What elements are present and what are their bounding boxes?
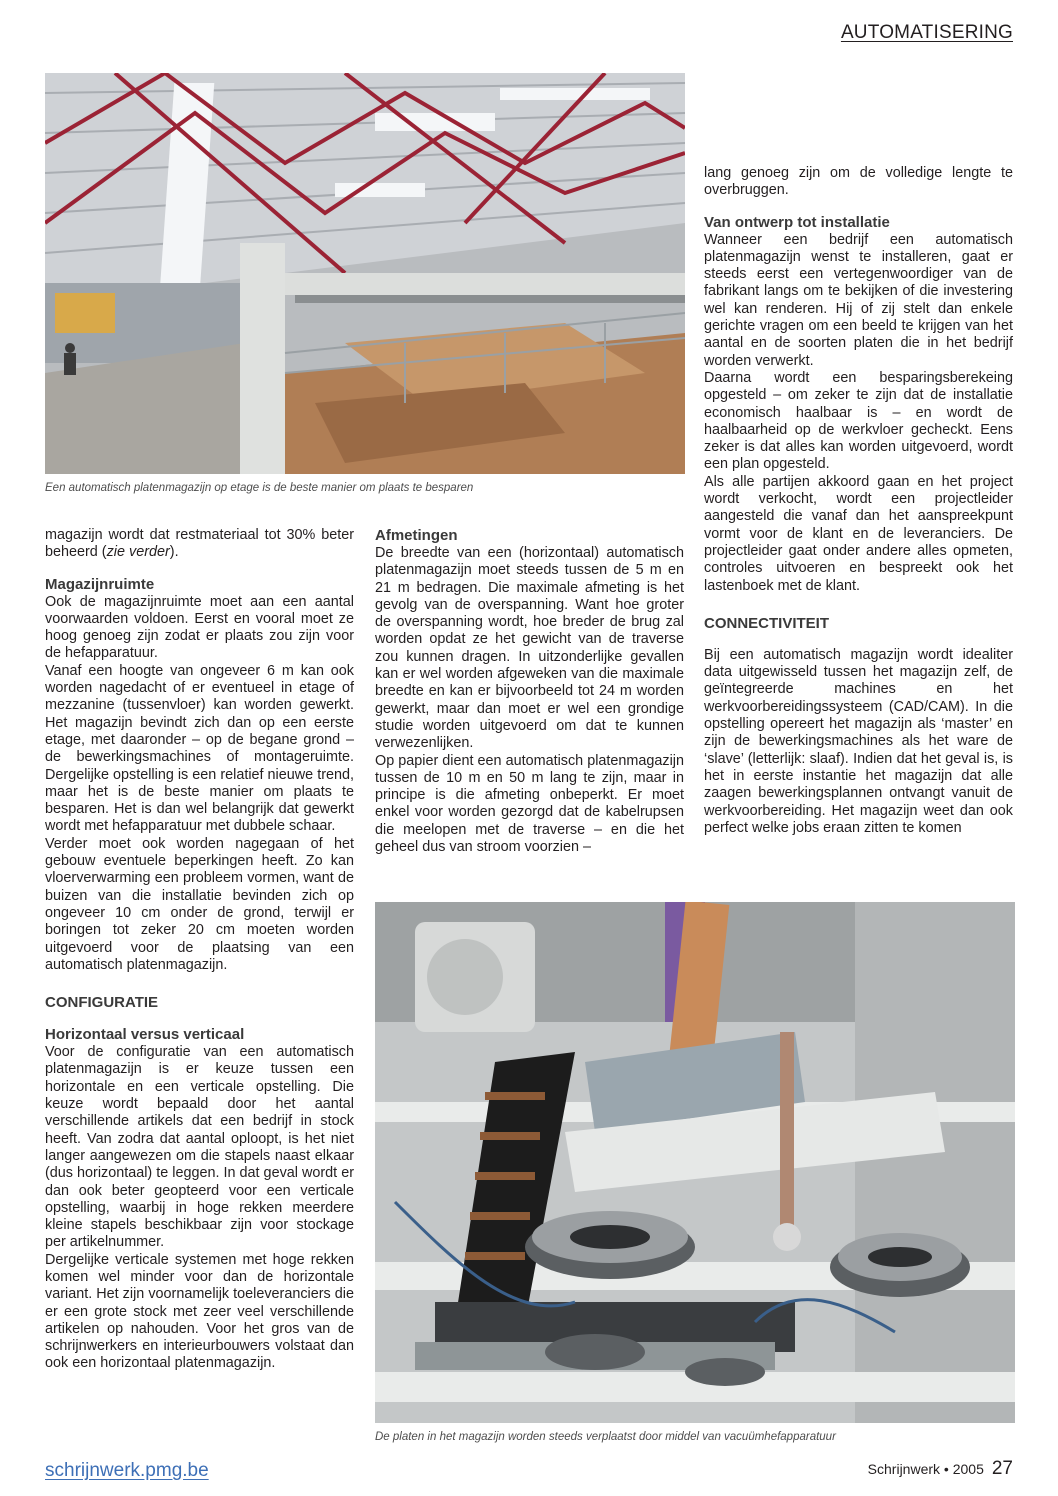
figure-caption: De platen in het magazijn worden steeds verplaatst door middel van vacuümhefapparatuur bbox=[375, 1431, 836, 1443]
column-right bbox=[704, 165, 1013, 837]
paragraph: Vanaf een hoogte van ongeveer 6 m kan ook worden nagedacht of er eventueel in etage of mezzanine (tussenvloer) kan worden gewerkt. Het magazijn bevindt zich dan op een eerste etage, met daaronder – op de begane grond – de bewerkingsmachines of montageruimte. Dergelijke opstelling is een relatief nieuwe trend, maar het is de beste manier om plaats te besparen. Het is dan wel belangrijk dat gewerkt wordt met hefapparatuur met dubbele schaar. bbox=[45, 662, 354, 835]
paragraph: De breedte van een (horizontaal) automatisch platenmagazijn moet steeds tussen de 5 m en 21 m bedragen. Die maximale afmeting is het gevolg van de overspanning. Want hoe groter de overspanning wordt, hoe breder de brug zal worden opdat ze het gewicht van de traverse zou kunnen dragen. In uitzonderlijke gevallen kan er wel worden afgeweken van die maximale breedte en kan er bijvoorbeeld tot 24 m worden gewerkt, maar dan moet er wel een grondige studie worden uitgevoerd om dat te kunnen verwezenlijken. bbox=[375, 545, 684, 752]
paragraph: Verder moet ook worden nagegaan of het gebouw eventuele beperkingen heeft. Zo kan vloerverwarming een probleem vormen, want de buizen van die installatie bevinden zich op ongeveer 10 cm onder de grond, terwijl er boringen tot zeker 20 cm moeten worden uitgevoerd voor de plaatsing van een automatisch platenmagazijn. bbox=[45, 835, 354, 973]
paragraph: Ook de magazijnruimte moet aan een aantal voorwaarden voldoen. Eerst en vooral moet ze hoog genoeg zijn zodat er plaats zou zijn voor de hefapparatuur. bbox=[45, 593, 354, 662]
subheading: Afmetingen bbox=[375, 527, 458, 544]
section-heading: CONFIGURATIE bbox=[45, 994, 159, 1012]
paragraph: Wanneer een bedrijf een automatisch platenmagazijn wenst te installeren, gaat er steeds eerst een vertegenwoordiger van de fabrikant langs om te bekijken of die investering wel kan renderen. Hij of zij stelt dan enkele gerichte vragen om een beeld te krijgen van het aantal en de soorten platen die in het bedrijf worden verwerkt. bbox=[704, 231, 1013, 369]
subheading: Van ontwerp tot installatie bbox=[704, 213, 890, 231]
paragraph: Bij een automatisch magazijn wordt idealiter data uitgewisseld tussen het magazijn zelf, de geïntegreerde machines en het werkvoorbereidingssysteem (CAD/CAM). In die opstelling opereert het magazijn als ‘master’ en zijn de bewerkingsmachines als het ware de ‘slave’ (letterlijk: slaaf). Indien dat het geval is, is het in eerste instantie het magazijn dat alle zaagen bewerkingsplannen ontvangt vanuit de werkvoorbereiding. Het magazijn weet dan ook perfect welke jobs eraan zitten te komen bbox=[704, 646, 1013, 836]
vacuum-lifter-photo bbox=[375, 902, 1015, 1423]
paragraph: magazijn wordt dat restmateriaal tot 30% beter beheerd (zie verder). bbox=[45, 527, 354, 561]
warehouse-photo bbox=[45, 73, 685, 474]
paragraph: Als alle partijen akkoord gaan en het project wordt verkocht, wordt een projectleider aangesteld die vanaf dan het aanspreekpunt vormt voor de klant en de leveranciers. De projectleider gaat onder andere alles opmeten, controles uitvoeren en bespreekt ook het lastenboek met de klant. bbox=[704, 473, 1013, 594]
paragraph: lang genoeg zijn om de volledige lengte te overbruggen. bbox=[704, 165, 1013, 199]
paragraph: Voor de configuratie van een automatisch platenmagazijn is er keuze tussen een horizontale en een verticale opstelling. Die keuze wordt bepaald door het aantal verschillende artikels dat een bedrijf in stock heeft. Van zodra dat aantal oploopt, is het niet langer aangewezen om die stapels naast elkaar (dus horizontaal) te leggen. In dat geval wordt er dan ook beter geopteerd voor een verticale opstelling, waarbij in hoge rekken meerdere kleine stapels beschikbaar zijn voor stockage per artikelnummer. bbox=[45, 1044, 354, 1251]
section-heading: CONNECTIVITEIT bbox=[704, 614, 830, 632]
paragraph: Dergelijke verticale systemen met hoge rekken komen wel minder voor dan de horizontale variant. Het zijn voornamelijk toeleveranciers die er een grote stock met zeer veel verschillende artikelen op nahouden. Voor het gros van de schrijnwerkers en interieurbouwers volstaat dan ook een horizontaal platenmagazijn. bbox=[45, 1251, 354, 1372]
paragraph: Daarna wordt een besparingsberekeing opgesteld – om zeker te zijn dat de installatie economisch haalbaar is – en wordt de haalbaarheid op de werkvloer gecheckt. Eens zeker is dat alles kan worden uitgevoerd, wordt een plan opgesteld. bbox=[704, 369, 1013, 473]
section-label: AUTOMATISERING bbox=[840, 22, 1013, 43]
column-middle bbox=[375, 527, 684, 856]
publication-label: Schrijnwerk • 2005 bbox=[867, 1461, 984, 1477]
page-number: 27 bbox=[991, 1458, 1013, 1479]
paragraph: Op papier dient een automatisch platenmagazijn tussen de 10 m en 50 m lang te zijn, maar in principe is die afmeting onbeperkt. Er moet enkel voor worden gezorgd dat de kabelrupsen die meelopen met de traverse – en die het geheel dus van stroom voorzien – bbox=[375, 752, 684, 856]
subheading: Horizontaal versus verticaal bbox=[45, 1026, 245, 1044]
website-link[interactable]: schrijnwerk.pmg.be bbox=[45, 1460, 209, 1481]
column-left bbox=[45, 527, 354, 1373]
footer-info bbox=[868, 1458, 1013, 1480]
figure-caption: Een automatisch platenmagazijn op etage is de beste manier om plaats te besparen bbox=[45, 482, 474, 494]
subheading: Magazijnruimte bbox=[45, 575, 155, 593]
